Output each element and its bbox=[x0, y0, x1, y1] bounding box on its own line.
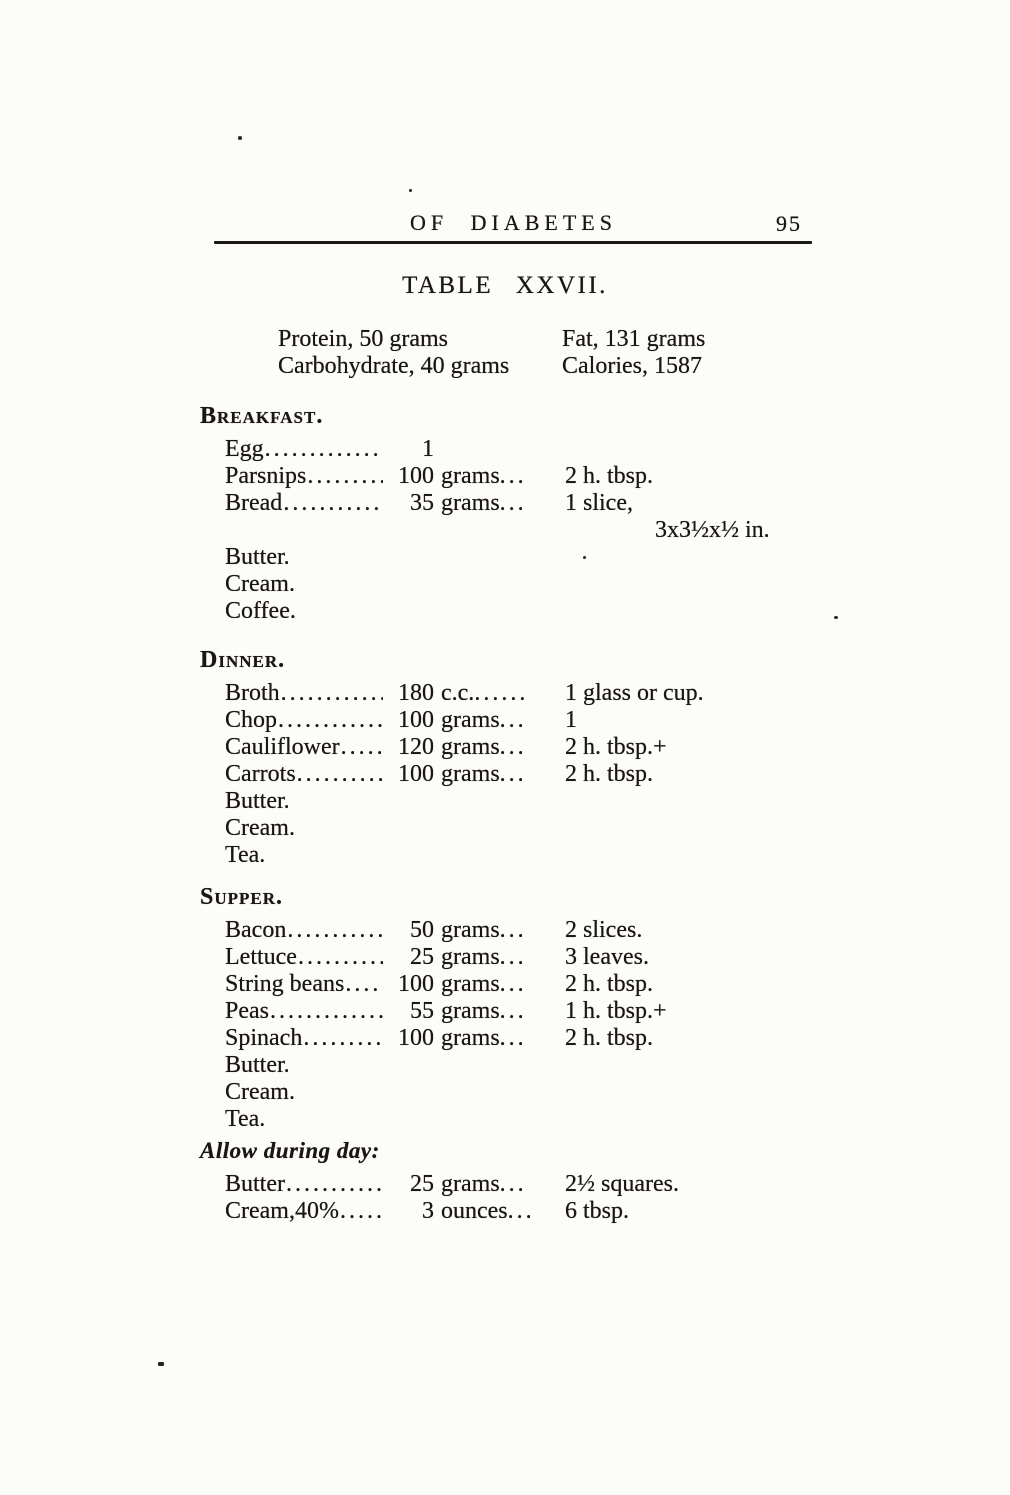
summary-fat: Fat, 131 grams bbox=[562, 326, 706, 352]
food-row bbox=[225, 680, 745, 707]
food-qty: 25 bbox=[410, 944, 434, 970]
plain-item: Cream. bbox=[225, 1079, 295, 1105]
food-qty: 100 bbox=[398, 1025, 434, 1051]
food-amount: 2 h. tbsp. bbox=[565, 1025, 654, 1051]
food-name: Spinach bbox=[225, 1025, 303, 1051]
food-amount: 2 h. tbsp. bbox=[565, 971, 654, 997]
summary-carbohydrate: Carbohydrate, 40 grams bbox=[278, 353, 510, 379]
supper-rows bbox=[200, 917, 745, 1133]
summary-protein: Protein, 50 grams bbox=[278, 326, 448, 352]
food-unit: grams... bbox=[441, 917, 527, 943]
scan-speck bbox=[409, 189, 412, 192]
food-amount: 2 h. tbsp. bbox=[565, 761, 654, 787]
food-name: Carrots bbox=[225, 761, 296, 787]
food-row bbox=[225, 1025, 745, 1052]
food-row bbox=[225, 463, 745, 490]
leader-dots bbox=[281, 680, 383, 707]
plain-item: Butter. bbox=[225, 788, 290, 814]
food-row bbox=[225, 917, 745, 944]
breakfast-section bbox=[200, 402, 800, 625]
food-amount: 1 glass or cup. bbox=[565, 680, 704, 706]
leader-dots bbox=[340, 1198, 383, 1225]
food-row bbox=[225, 944, 745, 971]
food-unit: grams... bbox=[441, 944, 527, 970]
food-unit: grams... bbox=[441, 490, 527, 516]
food-row bbox=[225, 998, 745, 1025]
food-amount: 2½ squares. bbox=[565, 1171, 679, 1197]
food-qty: 3 bbox=[422, 1198, 434, 1224]
plain-item: Cream. bbox=[225, 571, 295, 597]
scan-speck bbox=[238, 136, 242, 140]
food-name: Parsnips bbox=[225, 463, 307, 489]
food-row bbox=[225, 490, 745, 517]
food-name: Lettuce bbox=[225, 944, 297, 970]
food-unit: grams... bbox=[441, 1171, 527, 1197]
food-amount: 6 tbsp. bbox=[565, 1198, 630, 1224]
food-row bbox=[225, 761, 745, 788]
food-amount: 2 h. tbsp. bbox=[565, 463, 654, 489]
allowance-rows bbox=[200, 1171, 745, 1225]
scan-speck bbox=[583, 556, 586, 559]
nutrition-summary bbox=[278, 326, 705, 380]
food-unit: grams... bbox=[441, 734, 527, 760]
plain-item: Tea. bbox=[225, 842, 266, 868]
plain-item: Butter. bbox=[225, 1052, 290, 1078]
leader-dots bbox=[265, 436, 383, 463]
section-heading: Breakfast. bbox=[200, 403, 324, 429]
summary-calories: Calories, 1587 bbox=[562, 353, 702, 379]
food-unit: ounces... bbox=[441, 1198, 535, 1224]
food-row bbox=[225, 436, 745, 463]
food-qty: 1 bbox=[422, 436, 434, 462]
scan-speck bbox=[158, 1362, 164, 1366]
plain-item: Tea. bbox=[225, 1106, 266, 1132]
running-title: OF DIABETES bbox=[410, 210, 617, 235]
food-name: Egg bbox=[225, 436, 264, 462]
leader-dots bbox=[283, 490, 383, 517]
food-name: Bread bbox=[225, 490, 283, 516]
food-unit: c.c....... bbox=[441, 680, 529, 706]
food-amount: 1 slice, bbox=[565, 490, 633, 516]
leader-dots bbox=[287, 917, 383, 944]
food-qty: 180 bbox=[398, 680, 434, 706]
food-name: Cauliflower bbox=[225, 734, 340, 760]
leader-dots bbox=[297, 761, 383, 788]
food-name: Butter bbox=[225, 1171, 285, 1197]
section-heading: Dinner. bbox=[200, 647, 286, 673]
food-row bbox=[225, 734, 745, 761]
food-row bbox=[225, 1198, 745, 1225]
food-amount: 2 slices. bbox=[565, 917, 643, 943]
header-rule bbox=[214, 241, 812, 244]
food-qty: 35 bbox=[410, 490, 434, 516]
food-qty: 50 bbox=[410, 917, 434, 943]
breakfast-rows bbox=[200, 436, 770, 625]
food-unit: grams... bbox=[441, 463, 527, 489]
scan-speck bbox=[834, 616, 838, 619]
section-heading: Allow during day: bbox=[200, 1138, 380, 1163]
leader-dots bbox=[270, 998, 383, 1025]
plain-item: Coffee. bbox=[225, 598, 296, 624]
plain-item: Butter. bbox=[225, 544, 290, 570]
dinner-section bbox=[200, 646, 800, 869]
food-amount: 2 h. tbsp.+ bbox=[565, 734, 667, 760]
food-name: Bacon bbox=[225, 917, 287, 943]
food-qty: 25 bbox=[410, 1171, 434, 1197]
plain-item: Cream. bbox=[225, 815, 295, 841]
leader-dots bbox=[298, 944, 383, 971]
size-note: 3x3½x½ in. bbox=[655, 517, 770, 543]
leader-dots bbox=[345, 971, 383, 998]
section-heading: Supper. bbox=[200, 884, 284, 910]
food-name: Cream,40% bbox=[225, 1198, 339, 1224]
food-amount: 1 bbox=[565, 707, 577, 733]
food-amount: 3 leaves. bbox=[565, 944, 649, 970]
food-qty: 55 bbox=[410, 998, 434, 1024]
page-number: 95 bbox=[776, 211, 802, 236]
food-unit: grams... bbox=[441, 971, 527, 997]
food-name: Chop bbox=[225, 707, 278, 733]
food-qty: 120 bbox=[398, 734, 434, 760]
table-title: TABLE XXVII. bbox=[402, 272, 608, 299]
food-amount: 1 h. tbsp.+ bbox=[565, 998, 667, 1024]
leader-dots bbox=[278, 707, 383, 734]
food-row bbox=[225, 707, 745, 734]
food-unit: grams... bbox=[441, 707, 527, 733]
food-unit: grams... bbox=[441, 1025, 527, 1051]
dinner-rows bbox=[200, 680, 745, 869]
supper-section bbox=[200, 883, 800, 1133]
food-row bbox=[225, 971, 745, 998]
food-unit: grams... bbox=[441, 761, 527, 787]
leader-dots bbox=[307, 463, 383, 490]
allowance-section bbox=[200, 1137, 800, 1225]
food-qty: 100 bbox=[398, 463, 434, 489]
food-name: Peas bbox=[225, 998, 269, 1024]
leader-dots bbox=[286, 1171, 383, 1198]
food-name: Broth bbox=[225, 680, 280, 706]
food-qty: 100 bbox=[398, 707, 434, 733]
leader-dots bbox=[303, 1025, 383, 1052]
food-name: String beans bbox=[225, 971, 345, 997]
leader-dots bbox=[341, 734, 383, 761]
food-row bbox=[225, 1171, 745, 1198]
food-unit: grams... bbox=[441, 998, 527, 1024]
food-qty: 100 bbox=[398, 971, 434, 997]
food-qty: 100 bbox=[398, 761, 434, 787]
